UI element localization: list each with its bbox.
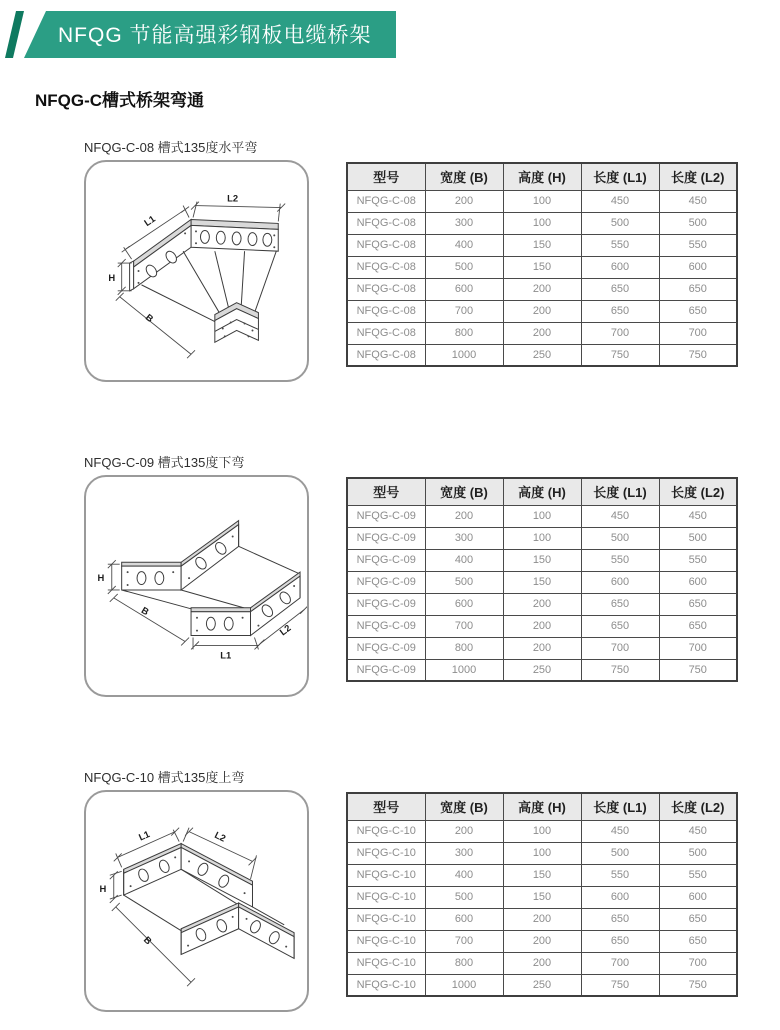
table-cell: 700	[581, 952, 659, 974]
spec-table-c10	[346, 792, 738, 997]
column-header: 宽度 (B)	[425, 793, 503, 820]
table-cell: 700	[425, 930, 503, 952]
table-cell: 200	[503, 908, 581, 930]
table-cell: NFQG-C-10	[347, 864, 425, 886]
table-cell: 800	[425, 322, 503, 344]
product-section-c08	[0, 137, 780, 437]
table-cell: 200	[425, 190, 503, 212]
banner-title: NFQG 节能高强彩钢板电缆桥架	[58, 24, 372, 47]
table-cell: 800	[425, 637, 503, 659]
table-row	[347, 234, 737, 256]
table-cell: 150	[503, 256, 581, 278]
table-cell: 550	[659, 549, 737, 571]
table-cell: 650	[659, 908, 737, 930]
table-cell: 200	[425, 505, 503, 527]
column-header: 型号	[347, 478, 425, 505]
table-cell: 750	[659, 659, 737, 681]
column-header: 宽度 (B)	[425, 478, 503, 505]
table-cell: NFQG-C-09	[347, 527, 425, 549]
table-cell: 600	[659, 886, 737, 908]
dim-label-b: B	[141, 933, 155, 947]
table-cell: 550	[581, 234, 659, 256]
column-header: 高度 (H)	[503, 793, 581, 820]
table-cell: 450	[581, 505, 659, 527]
table-row	[347, 886, 737, 908]
table-row	[347, 930, 737, 952]
table-row	[347, 615, 737, 637]
table-cell: 400	[425, 234, 503, 256]
spec-table-c08	[346, 162, 738, 367]
product-label: NFQG-C-10 槽式135度上弯	[84, 770, 245, 785]
table-row	[347, 300, 737, 322]
table-cell: 700	[659, 952, 737, 974]
table-cell: 600	[581, 886, 659, 908]
table-cell: 650	[581, 593, 659, 615]
header-banner	[0, 0, 420, 62]
table-cell: 500	[659, 527, 737, 549]
dim-label-l1: L1	[141, 212, 158, 229]
table-row	[347, 278, 737, 300]
table-cell: 450	[581, 820, 659, 842]
table-cell: 750	[581, 659, 659, 681]
table-cell: NFQG-C-08	[347, 212, 425, 234]
product-label: NFQG-C-09 槽式135度下弯	[84, 455, 245, 470]
table-cell: 650	[581, 615, 659, 637]
table-cell: 750	[659, 344, 737, 366]
table-cell: 450	[581, 190, 659, 212]
table-cell: 650	[581, 300, 659, 322]
table-cell: NFQG-C-09	[347, 505, 425, 527]
table-cell: 550	[581, 864, 659, 886]
table-cell: 1000	[425, 974, 503, 996]
table-cell: 700	[581, 322, 659, 344]
product-label: NFQG-C-08 槽式135度水平弯	[84, 140, 258, 155]
dim-label-h: H	[99, 883, 107, 895]
product-section-c09	[0, 452, 780, 752]
table-cell: 150	[503, 886, 581, 908]
table-cell: 1000	[425, 344, 503, 366]
drawing-box-c09	[84, 475, 309, 697]
table-cell: 450	[659, 820, 737, 842]
table-row	[347, 974, 737, 996]
column-header: 型号	[347, 793, 425, 820]
table-cell: 500	[659, 842, 737, 864]
table-cell: 700	[659, 637, 737, 659]
table-cell: 200	[503, 300, 581, 322]
table-cell: 700	[659, 322, 737, 344]
table-cell: NFQG-C-08	[347, 234, 425, 256]
table-cell: 600	[581, 256, 659, 278]
table-cell: 100	[503, 842, 581, 864]
table-cell: 700	[581, 637, 659, 659]
table-cell: 650	[581, 930, 659, 952]
column-header: 高度 (H)	[503, 478, 581, 505]
table-cell: 750	[581, 344, 659, 366]
table-cell: 600	[425, 278, 503, 300]
table-row	[347, 637, 737, 659]
table-cell: 750	[581, 974, 659, 996]
table-cell: 500	[425, 886, 503, 908]
column-header: 长度 (L1)	[581, 163, 659, 190]
table-cell: NFQG-C-08	[347, 322, 425, 344]
table-row	[347, 593, 737, 615]
column-header: 长度 (L2)	[659, 793, 737, 820]
table-cell: 700	[425, 615, 503, 637]
table-cell: 500	[581, 842, 659, 864]
isometric-drawing-up-bend	[86, 792, 307, 1010]
table-cell: NFQG-C-09	[347, 549, 425, 571]
table-cell: 300	[425, 842, 503, 864]
table-row	[347, 527, 737, 549]
table-cell: NFQG-C-09	[347, 637, 425, 659]
table-cell: NFQG-C-10	[347, 930, 425, 952]
table-row	[347, 864, 737, 886]
table-cell: 500	[581, 527, 659, 549]
table-cell: 100	[503, 505, 581, 527]
table-cell: 200	[503, 593, 581, 615]
table-cell: 400	[425, 864, 503, 886]
column-header: 长度 (L2)	[659, 478, 737, 505]
table-row	[347, 549, 737, 571]
table-cell: 200	[503, 322, 581, 344]
table-cell: 650	[581, 278, 659, 300]
dim-label-l1: L1	[136, 828, 152, 843]
table-cell: 650	[581, 908, 659, 930]
table-cell: 100	[503, 527, 581, 549]
table-cell: NFQG-C-10	[347, 952, 425, 974]
table-cell: 300	[425, 527, 503, 549]
table-row	[347, 842, 737, 864]
column-header: 长度 (L1)	[581, 793, 659, 820]
table-cell: 150	[503, 234, 581, 256]
table-cell: 500	[659, 212, 737, 234]
table-cell: 250	[503, 659, 581, 681]
table-cell: 650	[659, 593, 737, 615]
table-cell: NFQG-C-10	[347, 908, 425, 930]
table-cell: NFQG-C-08	[347, 300, 425, 322]
table-cell: NFQG-C-10	[347, 974, 425, 996]
table-cell: 600	[659, 256, 737, 278]
table-cell: 200	[503, 930, 581, 952]
table-row	[347, 344, 737, 366]
dim-label-b: B	[139, 604, 152, 618]
table-cell: NFQG-C-08	[347, 344, 425, 366]
table-cell: 750	[659, 974, 737, 996]
table-row	[347, 505, 737, 527]
table-cell: 100	[503, 190, 581, 212]
dim-label-h: H	[108, 271, 116, 283]
table-cell: NFQG-C-08	[347, 278, 425, 300]
drawing-box-c10	[84, 790, 309, 1012]
dim-label-h: H	[97, 572, 105, 584]
table-cell: 550	[659, 864, 737, 886]
table-cell: 200	[503, 952, 581, 974]
spec-table-c09	[346, 477, 738, 682]
isometric-drawing-horizontal-bend	[86, 162, 307, 380]
table-cell: 650	[659, 930, 737, 952]
isometric-drawing-down-bend	[86, 477, 307, 695]
table-row	[347, 908, 737, 930]
table-cell: 650	[659, 278, 737, 300]
table-cell: NFQG-C-10	[347, 820, 425, 842]
table-row	[347, 659, 737, 681]
table-row	[347, 212, 737, 234]
table-cell: 600	[425, 593, 503, 615]
table-cell: 600	[425, 908, 503, 930]
column-header: 型号	[347, 163, 425, 190]
dim-label-l2: L2	[212, 829, 228, 844]
table-cell: 650	[659, 615, 737, 637]
dim-label-l1: L1	[220, 649, 232, 661]
table-cell: 600	[581, 571, 659, 593]
table-cell: 500	[581, 212, 659, 234]
table-cell: 800	[425, 952, 503, 974]
table-cell: 150	[503, 549, 581, 571]
table-cell: NFQG-C-08	[347, 256, 425, 278]
table-cell: 200	[503, 615, 581, 637]
table-cell: 550	[659, 234, 737, 256]
table-cell: 700	[425, 300, 503, 322]
dim-label-l2: L2	[277, 622, 293, 638]
table-cell: 250	[503, 974, 581, 996]
table-cell: 1000	[425, 659, 503, 681]
table-cell: 450	[659, 190, 737, 212]
table-cell: NFQG-C-09	[347, 615, 425, 637]
table-cell: 500	[425, 571, 503, 593]
table-row	[347, 820, 737, 842]
dim-label-l2: L2	[227, 192, 239, 204]
table-cell: 150	[503, 571, 581, 593]
table-cell: 100	[503, 820, 581, 842]
table-cell: 650	[659, 300, 737, 322]
table-row	[347, 322, 737, 344]
product-section-c10	[0, 767, 780, 1030]
table-cell: 100	[503, 212, 581, 234]
drawing-box-c08	[84, 160, 309, 382]
table-cell: NFQG-C-10	[347, 842, 425, 864]
column-header: 高度 (H)	[503, 163, 581, 190]
table-cell: 600	[659, 571, 737, 593]
table-cell: NFQG-C-09	[347, 593, 425, 615]
table-cell: 200	[425, 820, 503, 842]
column-header: 长度 (L1)	[581, 478, 659, 505]
table-row	[347, 256, 737, 278]
table-row	[347, 190, 737, 212]
table-cell: 200	[503, 278, 581, 300]
page-title: NFQG-C槽式桥架弯通	[35, 91, 205, 110]
table-cell: 200	[503, 637, 581, 659]
table-cell: 250	[503, 344, 581, 366]
table-cell: 500	[425, 256, 503, 278]
table-row	[347, 952, 737, 974]
table-cell: 400	[425, 549, 503, 571]
column-header: 长度 (L2)	[659, 163, 737, 190]
table-cell: NFQG-C-09	[347, 571, 425, 593]
dim-label-b: B	[143, 311, 156, 325]
banner-accent-sliver	[5, 11, 24, 58]
table-cell: 300	[425, 212, 503, 234]
table-cell: NFQG-C-08	[347, 190, 425, 212]
table-cell: NFQG-C-10	[347, 886, 425, 908]
table-cell: NFQG-C-09	[347, 659, 425, 681]
table-row	[347, 571, 737, 593]
column-header: 宽度 (B)	[425, 163, 503, 190]
table-cell: 550	[581, 549, 659, 571]
table-cell: 450	[659, 505, 737, 527]
table-cell: 150	[503, 864, 581, 886]
